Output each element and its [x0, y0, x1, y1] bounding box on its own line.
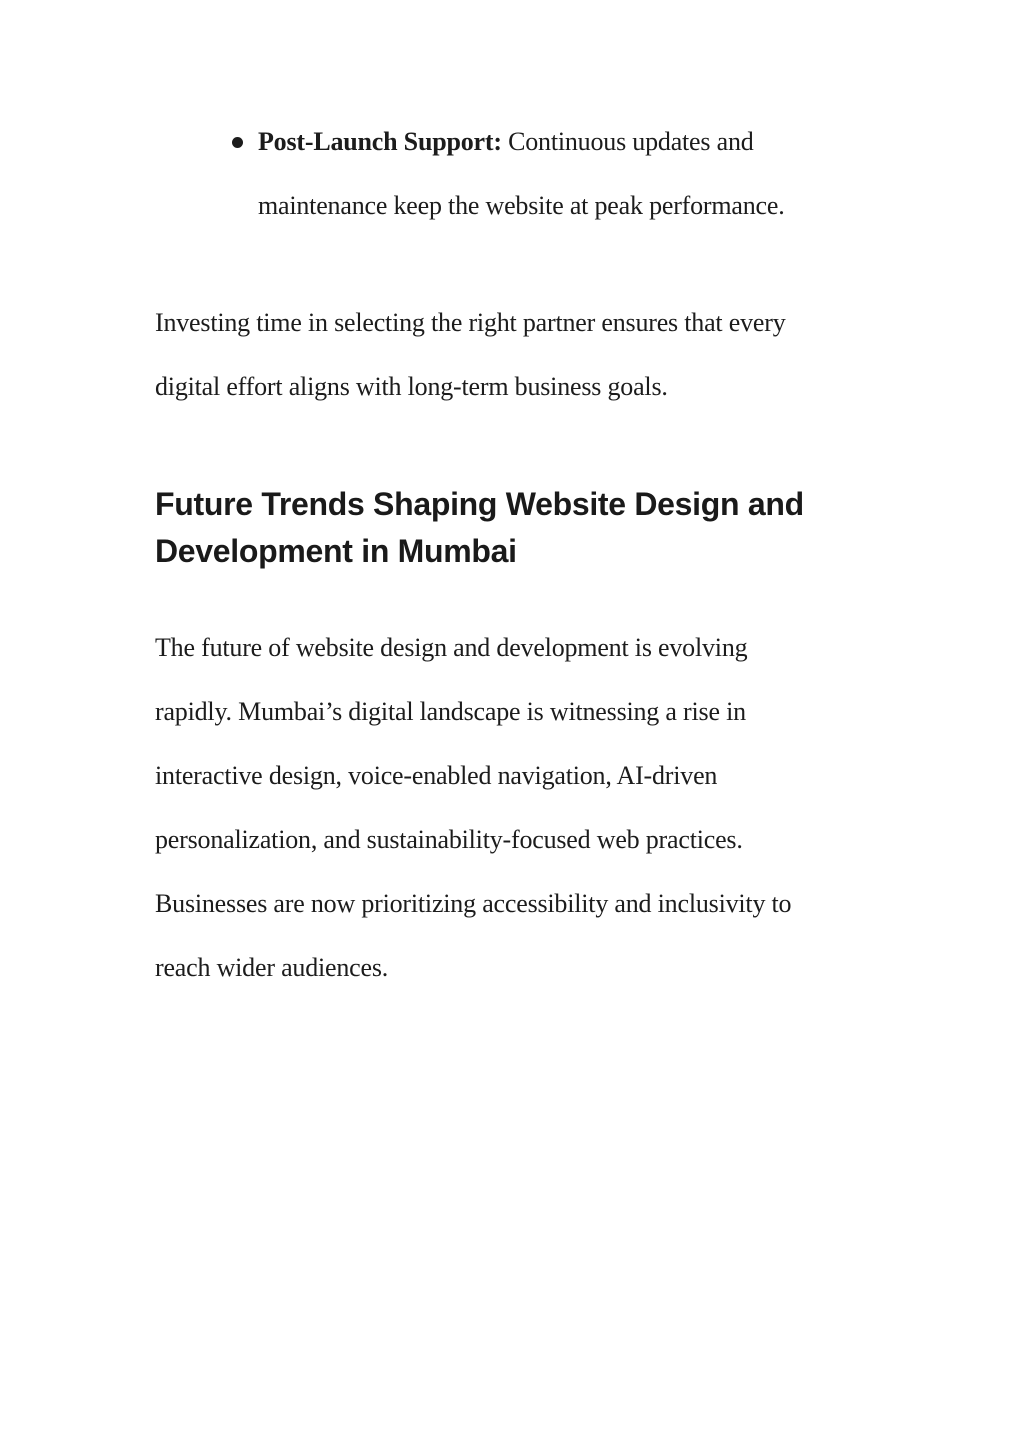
text-line: digital effort aligns with long-term business goals. [155, 372, 668, 401]
heading-line-2: Development in Mumbai [155, 533, 517, 569]
heading-line-1: Future Trends Shaping Website Design and [155, 486, 804, 522]
text-line: reach wider audiences. [155, 953, 389, 982]
bullet-list-item [258, 110, 785, 238]
bullet-line-1 [258, 110, 785, 174]
bullet-icon [232, 137, 243, 148]
text-line: rapidly. Mumbai’s digital landscape is witnessing a rise in [155, 697, 746, 726]
text-line: Investing time in selecting the right partner ensures that every [155, 308, 786, 337]
bullet-line-2: maintenance keep the website at peak performance. [258, 191, 785, 220]
text-line: personalization, and sustainability-focused web practices. [155, 825, 743, 854]
bullet-bold-label: Post-Launch Support: [258, 127, 502, 156]
paragraph-future-trends [155, 616, 791, 1000]
text-line: The future of website design and development is evolving [155, 633, 748, 662]
paragraph-partner-selection [155, 291, 786, 419]
text-line: Businesses are now prioritizing accessibility and inclusivity to [155, 889, 792, 918]
section-heading-future-trends [155, 481, 804, 575]
text-line: interactive design, voice-enabled navigation, AI-driven [155, 761, 718, 790]
bullet-line-1-text: Continuous updates and [501, 127, 754, 156]
